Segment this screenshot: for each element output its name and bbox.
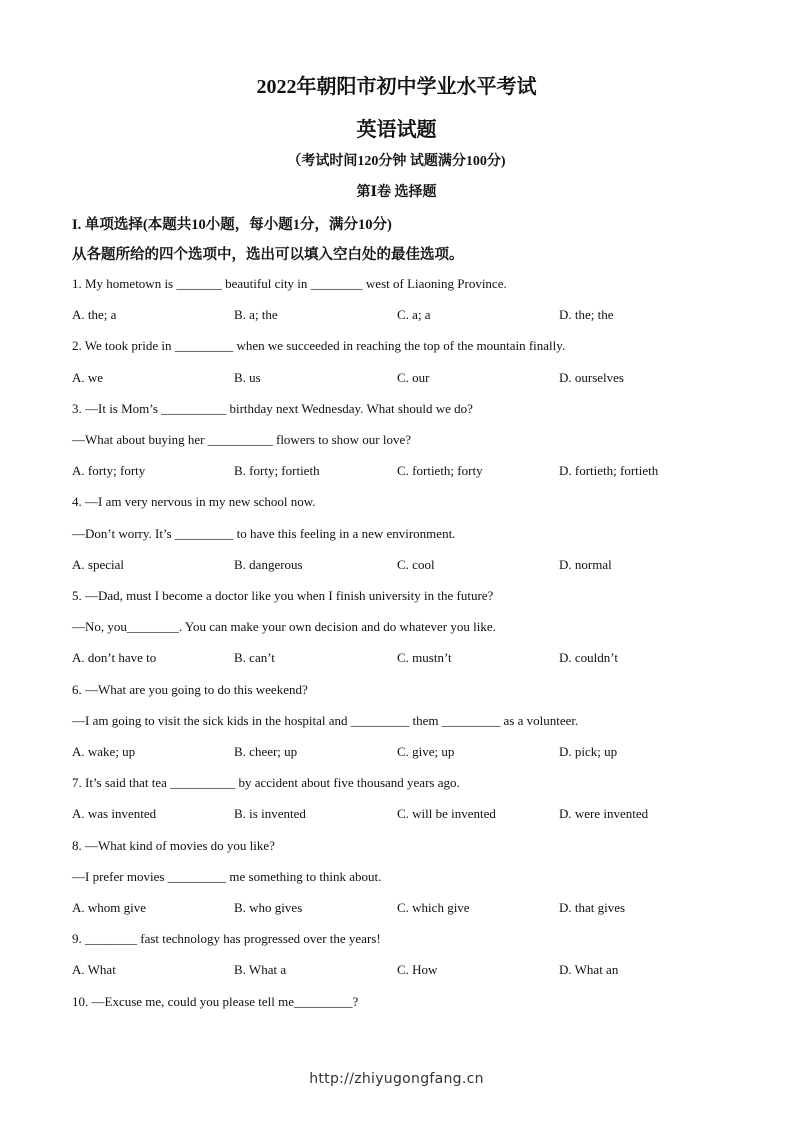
answer-option: C. fortieth; forty [397,463,483,479]
exam-info: （考试时间120分钟 试题满分100分) [287,154,506,169]
answer-option: D. the; the [559,307,614,323]
answer-option: B. dangerous [234,556,303,572]
question-text: —What about buying her __________ flowers to show our love? [72,432,412,447]
answer-option: A. the; a [72,307,117,323]
question-text: —Don’t worry. It’s _________ to have this feeling in a new environment. [72,525,456,541]
answer-option: A. was invented [72,806,157,822]
answer-option: B. can’t [234,650,275,666]
answer-option: B. is invented [234,806,306,822]
answer-option: D. were invented [559,806,649,822]
answer-option: B. forty; fortieth [234,463,320,479]
answer-option: D. fortieth; fortieth [559,463,659,479]
answer-option: B. a; the [234,307,278,323]
answer-option: C. which give [397,900,470,915]
question-text: 2. We took pride in _________ when we succeeded in reaching the top of the mountain finally. [72,338,566,354]
question-text: 1. My hometown is _______ beautiful city in ________ west of Liaoning Province. [72,276,507,291]
question-text: —No, you________. You can make your own decision and do whatever you like. [72,619,496,635]
answer-option: B. us [234,369,261,385]
section-heading: I. 单项选择(本题共10小题，每小题1分，满分10分) [72,217,392,233]
question-text: 9. ________ fast technology has progressed over the years! [72,931,381,947]
subject-title: 英语试题 [356,119,437,141]
answer-option: C. How [397,962,438,978]
answer-option: C. give; up [397,744,455,759]
answer-option: D. pick; up [559,744,618,759]
answer-option: D. that gives [559,900,626,915]
answer-option: A. wake; up [72,744,136,759]
answer-option: B. What a [234,962,287,978]
answer-option: D. ourselves [559,369,624,385]
answer-option: A. special [72,556,124,572]
answer-option: C. a; a [397,307,431,323]
question-text: 7. It’s said that tea __________ by accident about five thousand years ago. [72,775,460,791]
answer-option: D. normal [559,556,612,572]
answer-option: C. cool [397,556,435,572]
answer-option: A. forty; forty [72,463,146,479]
answer-option: D. What an [559,962,619,978]
answer-option: A. don’t have to [72,650,157,666]
answer-option: A. we [72,369,104,385]
exam-title: 2022年朝阳市初中学业水平考试 [256,76,537,98]
answer-option: A. whom give [72,900,147,915]
question-text: 6. —What are you going to do this weekend? [72,681,308,697]
answer-option: C. mustn’t [397,650,452,666]
question-text: 5. —Dad, must I become a doctor like you when I finish university in the future? [72,588,494,603]
question-text: —I prefer movies _________ me something to think about. [72,868,382,884]
question-text: —I am going to visit the sick kids in the hospital and _________ them _________ as a volunteer. [72,712,579,728]
answer-option: C. our [397,369,430,385]
question-text: 8. —What kind of movies do you like? [72,837,275,853]
answer-option: B. who gives [234,900,303,915]
footer-url[interactable]: http://zhiyugongfang.cn [309,1071,484,1087]
answer-option: B. cheer; up [234,744,298,759]
question-text: 3. —It is Mom’s __________ birthday next Wednesday. What should we do? [72,400,473,416]
question-text: 4. —I am very nervous in my new school now. [72,494,316,510]
question-text: 10. —Excuse me, could you please tell me_________? [72,993,359,1009]
section-instruction: 从各题所给的四个选项中，选出可以填入空白处的最佳选项。 [72,247,464,263]
answer-option: A. What [72,962,116,978]
answer-option: D. couldn’t [559,650,618,666]
answer-option: C. will be invented [397,806,496,822]
part-title: 第Ⅰ卷 选择题 [356,185,437,200]
